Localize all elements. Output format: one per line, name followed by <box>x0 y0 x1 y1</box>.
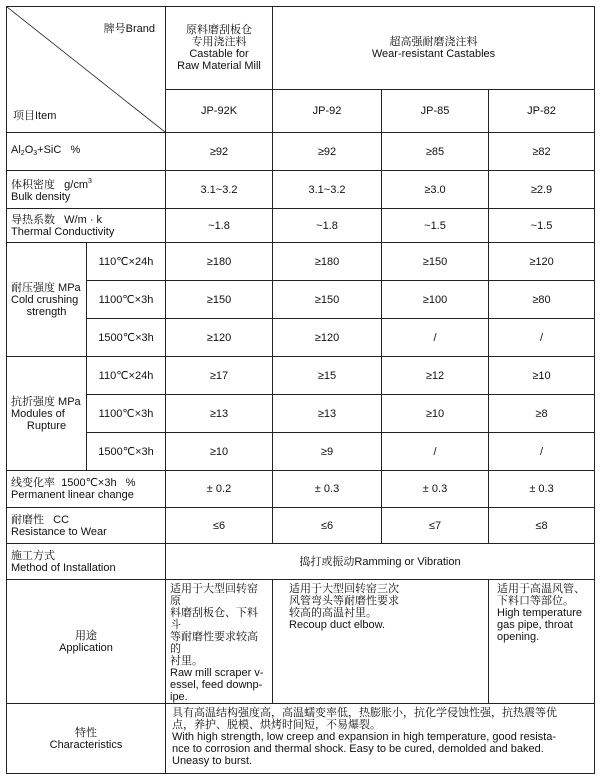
characteristics-text <box>166 704 595 774</box>
col1-en-line2: Raw Material Mill <box>177 60 261 72</box>
application-col3 <box>489 580 595 704</box>
wear-v2: ≤6 <box>273 508 382 544</box>
app1-cn-0: 适用于大型回转窑原 <box>170 583 258 607</box>
crushing-en2: strength <box>26 305 67 318</box>
crushing-2-v2: ≥150 <box>273 281 382 319</box>
al2o3-v3: ≥85 <box>382 133 489 171</box>
rupture-3-v2: ≥9 <box>273 433 382 471</box>
label-characteristics <box>7 704 166 774</box>
row-thermal <box>7 209 595 243</box>
linear-v2: ± 0.3 <box>273 471 382 508</box>
app3-cn-0: 适用于高温风管、 <box>497 583 585 595</box>
al2o3-post: +SiC % <box>37 143 81 156</box>
density-v1: 3.1~3.2 <box>166 171 273 209</box>
install-value: 捣打或振动Ramming or Vibration <box>166 544 595 580</box>
app1-en-0: Raw mill scraper v- <box>170 667 264 679</box>
crushing-2-v4: ≥80 <box>489 281 595 319</box>
char-line-3: nce to corrosion and thermal shock. Easy to be cured, demolded and baked. <box>172 743 544 755</box>
app1-en-1: essel, feed downp- <box>170 679 263 691</box>
rupture-en2: Rupture <box>26 419 67 432</box>
al2o3-pre: Al <box>11 143 21 156</box>
col1-cn-line1: 原料磨刮板仓 <box>186 24 252 36</box>
app2-cn-0: 适用于大型回转窑三次 <box>289 583 399 595</box>
wear-v1: ≤6 <box>166 508 273 544</box>
thermal-v1: ~1.8 <box>166 209 273 243</box>
row-crushing-2 <box>7 281 595 319</box>
thermal-v4: ~1.5 <box>489 209 595 243</box>
wear-v4: ≤8 <box>489 508 595 544</box>
label-application <box>7 580 166 704</box>
row-wear <box>7 508 595 544</box>
linear-v3: ± 0.3 <box>382 471 489 508</box>
label-linear <box>7 471 166 508</box>
rupture-1-v1: ≥17 <box>166 357 273 395</box>
code-1: JP-92K <box>166 90 273 133</box>
code-2: JP-92 <box>273 90 382 133</box>
app3-en-2: opening. <box>497 631 540 643</box>
app1-cn-2: 等耐磨性要求较高的 <box>170 631 258 655</box>
density-v4: ≥2.9 <box>489 171 595 209</box>
app3-cn-1: 下料口等部位。 <box>497 595 574 607</box>
app3-en-1: gas pipe, throat <box>497 619 573 631</box>
crushing-3-v4: / <box>489 319 595 357</box>
crushing-cn: 耐压强度 MPa <box>11 281 81 294</box>
install-en: Method of Installation <box>11 561 116 574</box>
row-crushing-3 <box>7 319 595 357</box>
linear-v4: ± 0.3 <box>489 471 595 508</box>
rupture-2-v1: ≥13 <box>166 395 273 433</box>
header-row-top <box>7 7 595 90</box>
linear-cn: 线变化率 1500℃×3h % <box>11 477 136 489</box>
row-install <box>7 544 595 580</box>
row-al2o3 <box>7 133 595 171</box>
rupture-2-v2: ≥13 <box>273 395 382 433</box>
crushing-en1: Cold crushing <box>11 293 79 306</box>
app1-cn-3: 衬里。 <box>170 655 203 667</box>
group-header <box>273 7 595 90</box>
crushing-1-v2: ≥180 <box>273 243 382 281</box>
col1-cn-line2: 专用浇注料 <box>191 36 247 48</box>
label-crushing <box>7 243 87 357</box>
density-v2: 3.1~3.2 <box>273 171 382 209</box>
rupture-3-v4: / <box>489 433 595 471</box>
density-v3: ≥3.0 <box>382 171 489 209</box>
crushing-1-v1: ≥180 <box>166 243 273 281</box>
code-3: JP-85 <box>382 90 489 133</box>
row-characteristics <box>7 704 595 774</box>
rupture-cond-2: 1100℃×3h <box>87 395 166 433</box>
application-cn: 用途 <box>75 629 97 642</box>
crushing-1-v3: ≥150 <box>382 243 489 281</box>
app3-en-0: High temperature <box>497 607 582 619</box>
rupture-cond-3: 1500℃×3h <box>87 433 166 471</box>
wear-cn: 耐磨性 CC <box>11 513 70 526</box>
density-cn: 体积密度 g/cm <box>11 179 89 191</box>
rupture-cn: 抗折强度 MPa <box>11 395 81 408</box>
label-density <box>7 171 166 209</box>
row-rupture-3 <box>7 433 595 471</box>
char-en: Characteristics <box>49 738 123 751</box>
row-density <box>7 171 595 209</box>
label-rupture <box>7 357 87 471</box>
density-en: Bulk density <box>11 191 71 203</box>
wear-en: Resistance to Wear <box>11 525 107 538</box>
crushing-3-v2: ≥120 <box>273 319 382 357</box>
rupture-1-v3: ≥12 <box>382 357 489 395</box>
char-line-4: Uneasy to burst. <box>172 755 253 767</box>
label-wear <box>7 508 166 544</box>
rupture-en1: Modules of <box>11 407 65 420</box>
char-cn: 特性 <box>75 726 97 739</box>
crushing-cond-2: 1100℃×3h <box>87 281 166 319</box>
rupture-2-v3: ≥10 <box>382 395 489 433</box>
app1-en-2: ipe. <box>170 691 188 703</box>
rupture-cond-1: 110℃×24h <box>87 357 166 395</box>
col1-en-line1: Castable for <box>189 48 249 60</box>
linear-v1: ± 0.2 <box>166 471 273 508</box>
row-crushing-1 <box>7 243 595 281</box>
label-thermal <box>7 209 166 243</box>
label-al2o3 <box>7 133 166 171</box>
linear-en: Permanent linear change <box>11 489 134 501</box>
rupture-1-v2: ≥15 <box>273 357 382 395</box>
label-install <box>7 544 166 580</box>
crushing-3-v3: / <box>382 319 489 357</box>
thermal-en: Thermal Conductivity <box>11 225 115 238</box>
crushing-2-v1: ≥150 <box>166 281 273 319</box>
header-diagonal-cell <box>7 7 166 133</box>
crushing-3-v1: ≥120 <box>166 319 273 357</box>
al2o3-mid: O <box>24 143 34 156</box>
app2-en-0: Recoup duct elbow. <box>289 619 386 631</box>
thermal-v2: ~1.8 <box>273 209 382 243</box>
char-line-1: 点，养护、脱模、烘烤时间短，不易爆裂。 <box>172 719 381 731</box>
app2-cn-1: 风管弯头等耐磨性要求 <box>289 595 399 607</box>
thermal-cn: 导热系数 W/m · k <box>11 213 103 226</box>
density-sup: 3 <box>88 178 92 185</box>
rupture-2-v4: ≥8 <box>489 395 595 433</box>
crushing-1-v4: ≥120 <box>489 243 595 281</box>
code-4: JP-82 <box>489 90 595 133</box>
wear-v3: ≤7 <box>382 508 489 544</box>
crushing-2-v3: ≥100 <box>382 281 489 319</box>
item-label: 项目Item <box>13 110 57 122</box>
row-linear <box>7 471 595 508</box>
rupture-1-v4: ≥10 <box>489 357 595 395</box>
spec-table <box>6 6 595 774</box>
application-en: Application <box>59 641 113 654</box>
app2-cn-2: 较高的高温衬里。 <box>289 607 377 619</box>
thermal-v3: ~1.5 <box>382 209 489 243</box>
crushing-cond-3: 1500℃×3h <box>87 319 166 357</box>
al2o3-sub1: 2 <box>20 149 25 157</box>
crushing-cond-1: 110℃×24h <box>87 243 166 281</box>
rupture-3-v1: ≥10 <box>166 433 273 471</box>
install-cn: 施工方式 <box>11 549 55 562</box>
row-application <box>7 580 595 704</box>
group-cn: 超高强耐磨浇注料 <box>389 36 478 48</box>
al2o3-v2: ≥92 <box>273 133 382 171</box>
row-rupture-2 <box>7 395 595 433</box>
rupture-3-v3: / <box>382 433 489 471</box>
char-line-0: 具有高温结构强度高，高温蠕变率低，热膨胀小，抗化学侵蚀性强，抗热震等优 <box>172 707 557 719</box>
app1-cn-1: 料磨刮板仓、下料斗 <box>170 607 258 631</box>
brand-label: 牌号Brand <box>103 23 155 35</box>
al2o3-v1: ≥92 <box>166 133 273 171</box>
row-rupture-1 <box>7 357 595 395</box>
al2o3-v4: ≥82 <box>489 133 595 171</box>
al2o3-sub2: 3 <box>33 149 38 157</box>
application-col2 <box>273 580 489 704</box>
col1-header <box>166 7 273 90</box>
char-line-2: With high strength, low creep and expansion in high temperature, good resista- <box>172 731 556 743</box>
application-col1 <box>166 580 273 704</box>
group-en: Wear-resistant Castables <box>371 48 496 60</box>
